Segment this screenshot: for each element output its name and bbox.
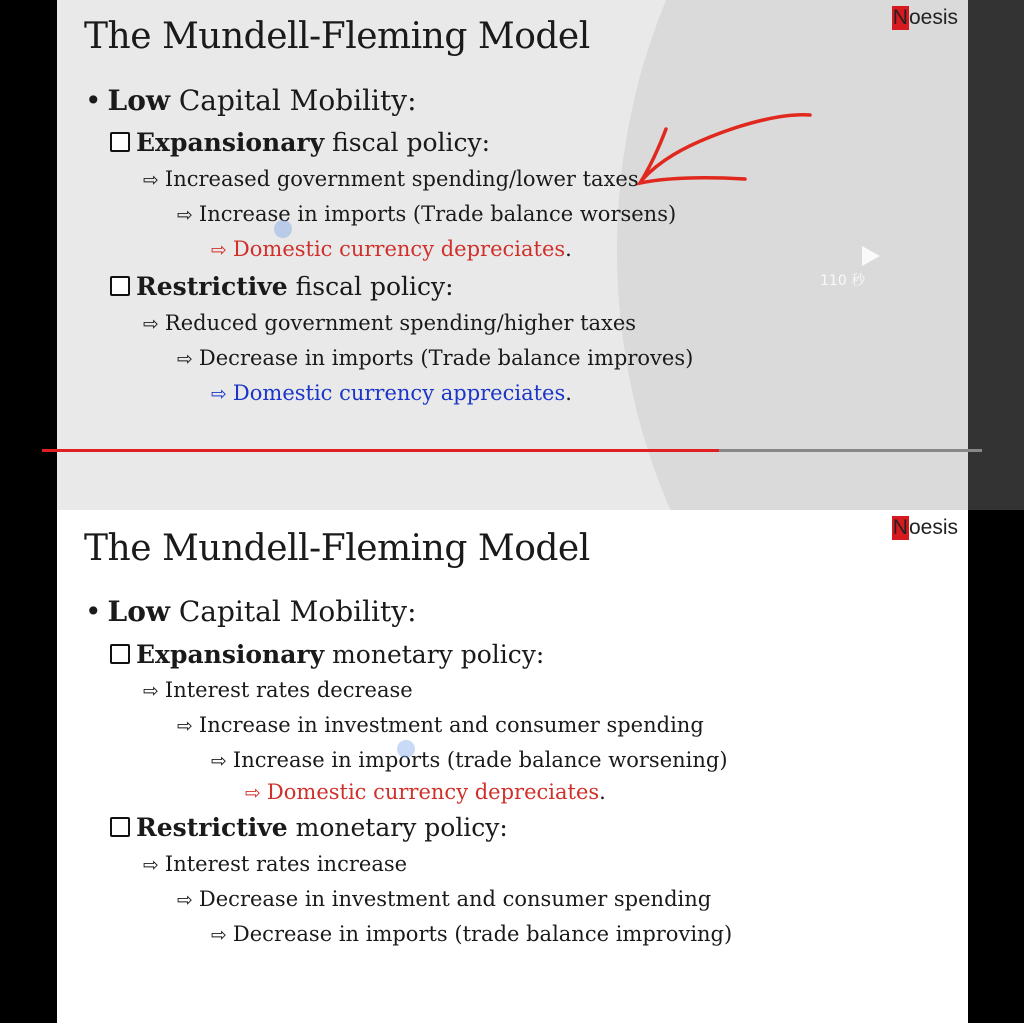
slide-title: The Mundell-Fleming Model xyxy=(84,16,590,57)
video-progress-bar[interactable] xyxy=(42,449,982,452)
arrow-icon: ⇨ xyxy=(245,782,261,804)
cursor-highlight xyxy=(274,220,292,238)
slide-title: The Mundell-Fleming Model xyxy=(84,528,590,569)
list-item: ⇨ Reduced government spending/higher taxes xyxy=(143,311,637,335)
checkbox-icon xyxy=(110,644,130,664)
slide-monetary-policy xyxy=(57,510,968,1023)
list-item: ⇨ Decrease in imports (trade balance improving) xyxy=(211,922,733,946)
arrow-icon: ⇨ xyxy=(177,715,193,737)
list-item: ⇨ Interest rates increase xyxy=(143,852,408,876)
list-item-appreciates: ⇨ Domestic currency appreciates. xyxy=(211,381,572,405)
list-item: ⇨ Increase in imports (trade balance worsening) xyxy=(211,748,728,772)
list-item: ⇨ Decrease in imports (Trade balance improves) xyxy=(177,346,694,370)
heading-restrictive-monetary: Restrictive monetary policy: xyxy=(110,813,508,842)
list-item: ⇨ Increased government spending/lower taxes xyxy=(143,167,639,191)
list-item-depreciates: ⇨ Domestic currency depreciates. xyxy=(211,237,572,261)
progress-fill xyxy=(42,449,719,452)
play-icon[interactable] xyxy=(860,244,882,268)
checkbox-icon xyxy=(110,276,130,296)
arrow-icon: ⇨ xyxy=(177,204,193,226)
arrow-icon: ⇨ xyxy=(211,924,227,946)
annotation-arrow-icon xyxy=(630,105,820,195)
arrow-icon: ⇨ xyxy=(143,854,159,876)
heading-expansionary-fiscal: Expansionary fiscal policy: xyxy=(110,128,490,157)
arrow-icon: ⇨ xyxy=(143,680,159,702)
list-item: ⇨ Increase in investment and consumer spending xyxy=(177,713,704,737)
arrow-icon: ⇨ xyxy=(143,169,159,191)
cursor-highlight xyxy=(397,740,415,758)
arrow-icon: ⇨ xyxy=(211,750,227,772)
arrow-icon: ⇨ xyxy=(211,383,227,405)
bullet-low-capital-mobility: • Low Capital Mobility: xyxy=(85,84,417,117)
checkbox-icon xyxy=(110,132,130,152)
bullet-low-capital-mobility: • Low Capital Mobility: xyxy=(85,595,417,628)
arrow-icon: ⇨ xyxy=(143,313,159,335)
heading-expansionary-monetary: Expansionary monetary policy: xyxy=(110,640,544,669)
arrow-icon: ⇨ xyxy=(177,348,193,370)
list-item: ⇨ Decrease in investment and consumer spending xyxy=(177,887,712,911)
timer-label: 110 秒 xyxy=(820,273,866,289)
noesis-logo: Noesis xyxy=(892,516,958,539)
list-item: ⇨ Increase in imports (Trade balance worsens) xyxy=(177,202,677,226)
side-panel xyxy=(968,0,1024,510)
bullet-icon: • xyxy=(85,84,102,117)
arrow-icon: ⇨ xyxy=(177,889,193,911)
noesis-logo: Noesis xyxy=(892,6,958,29)
list-item: ⇨ Interest rates decrease xyxy=(143,678,413,702)
slide-fiscal-policy xyxy=(57,0,968,510)
list-item-depreciates: ⇨ Domestic currency depreciates. xyxy=(245,780,606,804)
heading-restrictive-fiscal: Restrictive fiscal policy: xyxy=(110,272,454,301)
checkbox-icon xyxy=(110,817,130,837)
arrow-icon: ⇨ xyxy=(211,239,227,261)
bullet-icon: • xyxy=(85,595,102,628)
